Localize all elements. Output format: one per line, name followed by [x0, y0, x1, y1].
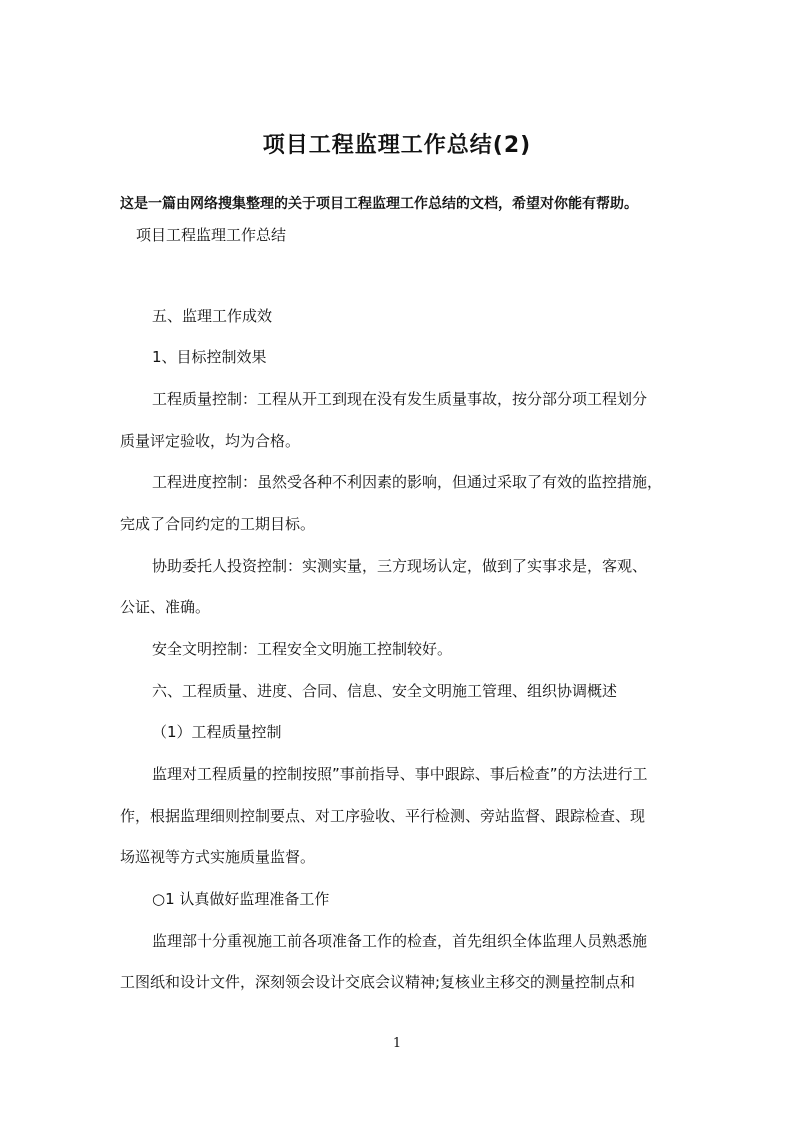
- paragraph-line: 工程进度控制：虽然受各种不利因素的影响，但通过采取了有效的监控措施，: [152, 473, 663, 491]
- paragraph-line: 质量评定验收，均为合格。: [120, 432, 301, 450]
- paragraph-line: （1）工程质量控制: [152, 723, 282, 741]
- paragraph-line: 安全文明控制：工程安全文明施工控制较好。: [152, 640, 453, 658]
- paragraph-line: 场巡视等方式实施质量监督。: [120, 848, 316, 866]
- paragraph-line: 完成了合同约定的工期目标。: [120, 515, 316, 533]
- paragraph-line: 1、目标控制效果: [152, 348, 267, 366]
- subtitle: 项目工程监理工作总结: [136, 226, 287, 244]
- paragraph-line: 监理对工程质量的控制按照”事前指导、事中跟踪、事后检查”的方法进行工: [152, 765, 648, 783]
- paragraph-line: 公证、准确。: [120, 598, 211, 616]
- page-number: 1: [392, 1036, 402, 1051]
- paragraph-line: 五、监理工作成效: [152, 307, 273, 325]
- paragraph-line: ○1 认真做好监理准备工作: [152, 890, 330, 908]
- paragraph-line: 作，根据监理细则控制要点、对工序验收、平行检测、旁站监督、跟踪检查、现: [120, 807, 646, 825]
- paragraph-line: 监理部十分重视施工前各项准备工作的检查，首先组织全体监理人员熟悉施: [152, 932, 648, 950]
- document-title: 项目工程监理工作总结(2): [262, 133, 532, 158]
- paragraph-line: 工程质量控制：工程从开工到现在没有发生质量事故，按分部分项工程划分: [152, 390, 648, 408]
- paragraph-line: 协助委托人投资控制：实测实量，三方现场认定，做到了实事求是，客观、: [152, 557, 648, 575]
- paragraph-line: 工图纸和设计文件，深刻领会设计交底会议精神;复核业主移交的测量控制点和: [120, 973, 636, 991]
- paragraph-line: 六、工程质量、进度、合同、信息、安全文明施工管理、组织协调概述: [152, 682, 618, 700]
- intro-text: 这是一篇由网络搜集整理的关于项目工程监理工作总结的文档，希望对你能有帮助。: [120, 196, 638, 212]
